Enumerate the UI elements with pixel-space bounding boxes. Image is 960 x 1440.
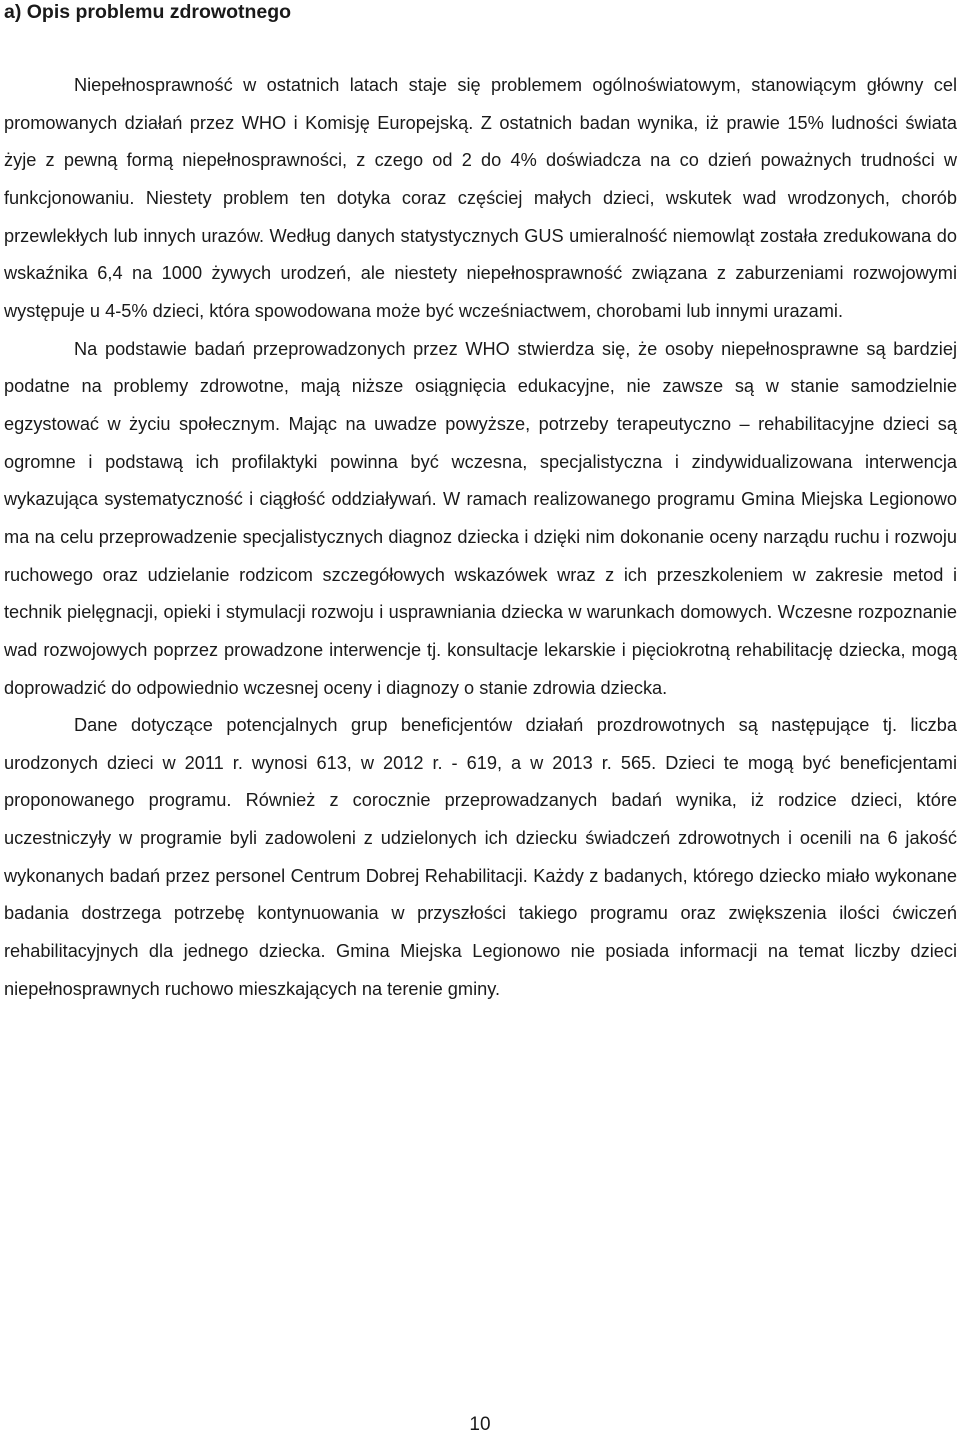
paragraph-problem-description: Niepełnosprawność w ostatnich latach staje się problemem ogólnoświatowym, stanowiącym główny cel promowanych działań przez WHO i Komisję Europejską. Z ostatnich badan wynika, iż prawie 15% ludności świata żyje z pewną formą niepełnosprawności, z czego od 2 do 4% doświadcza na co dzień poważnych trudności w funkcjonowaniu. Niestety problem ten dotyka coraz częściej małych dzieci, wskutek wad wrodzonych, chorób przewlekłych lub innych urazów. Według danych statystycznych GUS umieralność niemowląt została zredukowana do wskaźnika 6,4 na 1000 żywych urodzeń, ale niestety niepełnosprawność związana z zaburzeniami rozwojowymi występuje u 4-5% dzieci, która spowodowana może być wcześniactwem, chorobami lub innymi urazami. <box>4 75 957 321</box>
page-number: 10 <box>469 1414 491 1435</box>
section-heading: a) Opis problemu zdrowotnego <box>4 1 292 23</box>
paragraph-beneficiaries: Dane dotyczące potencjalnych grup beneficjentów działań prozdrowotnych są następujące tj. liczba urodzonych dzieci w 2011 r. wynosi 613, w 2012 r. - 619, a w 2013 r. 565. Dzieci te mogą być beneficjentami proponowanego programu. Również z corocznie przeprowadzanych badań wynika, iż rodzice dzieci, które uczestniczyły w programie byli zadowoleni z udzielonych ich dziecku świadczeń zdrowotnych i ocenili na 6 jakość wykonanych badań przez personel Centrum Dobrej Rehabilitacji. Każdy z badanych, którego dziecko miało wykonane badania dostrzega potrzebę kontynuowania w przyszłości takiego programu oraz zwiększenia ilości ćwiczeń rehabilitacyjnych dla jednego dziecka. Gmina Miejska Legionowo nie posiada informacji na temat liczby dzieci niepełnosprawnych ruchowo mieszkających na terenie gminy. <box>4 715 957 999</box>
body-text <box>4 67 957 1008</box>
paragraph-who-findings: Na podstawie badań przeprowadzonych przez WHO stwierdza się, że osoby niepełnosprawne są bardziej podatne na problemy zdrowotne, mają niższe osiągnięcia edukacyjne, nie zawsze są w stanie samodzielnie egzystować w życiu społecznym. Mając na uwadze powyższe, potrzeby terapeutyczno – rehabilitacyjne dzieci są ogromne i podstawą ich profilaktyki powinna być wczesna, specjalistyczna i zindywidualizowana interwencja wykazująca systematyczność i ciągłość oddziaływań. W ramach realizowanego programu Gmina Miejska Legionowo ma na celu przeprowadzenie specjalistycznych diagnoz dziecka i dzięki nim dokonanie oceny narządu ruchu i rozwoju ruchowego oraz udzielanie rodzicom szczegółowych wskazówek wraz z ich przeszkoleniem w zakresie metod i technik pielęgnacji, opieki i stymulacji rozwoju i usprawniania dziecka w warunkach domowych. Wczesne rozpoznanie wad rozwojowych poprzez prowadzone interwencje tj. konsultacje lekarskie i pięciokrotną rehabilitację dziecka, mogą doprowadzić do odpowiednio wczesnej oceny i diagnozy o stanie zdrowia dziecka. <box>4 338 957 698</box>
